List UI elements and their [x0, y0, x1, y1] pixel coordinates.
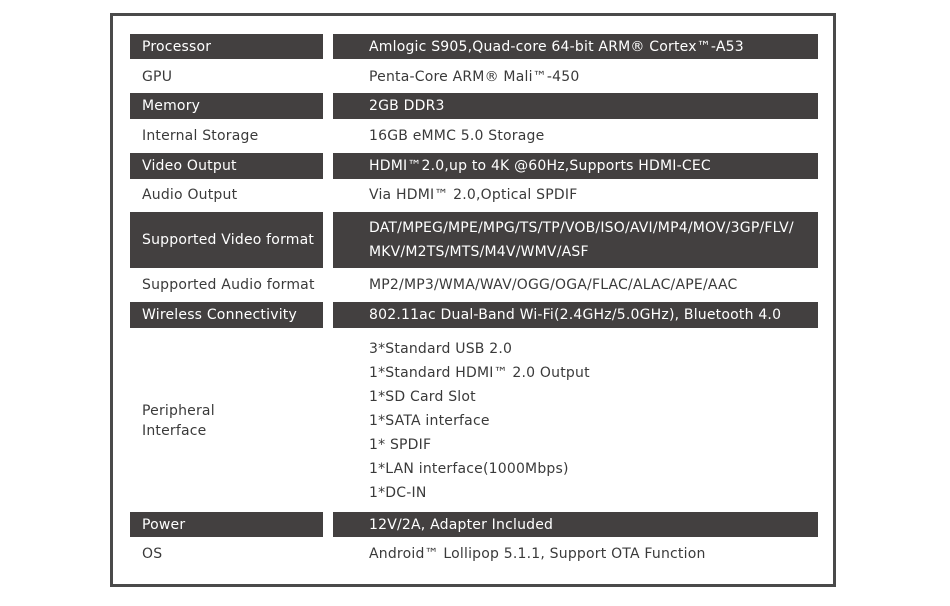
spec-label: Supported Audio format [142, 276, 315, 293]
spec-value: 12V/2A, Adapter Included [333, 512, 818, 537]
spec-row-audio-format [130, 272, 818, 297]
spec-value: MP2/MP3/WMA/WAV/OGG/OGA/FLAC/ALAC/APE/AAC [369, 276, 738, 293]
spec-label: Supported Video format [130, 212, 323, 268]
spec-label: Audio Output [142, 186, 238, 203]
spec-row-memory [130, 93, 818, 119]
spec-value: 802.11ac Dual-Band Wi-Fi(2.4GHz/5.0GHz), Bluetooth 4.0 [333, 302, 818, 328]
spec-row-peripheral [130, 336, 818, 506]
spec-label: OS [142, 545, 163, 562]
spec-value: Amlogic S905,Quad-core 64-bit ARM® Cortex™-A53 [333, 34, 818, 59]
peripheral-item: 3*Standard USB 2.0 [369, 341, 513, 357]
peripheral-item: 1*DC-IN [369, 485, 427, 501]
spec-value: HDMI™2.0,up to 4K @60Hz,Supports HDMI-CEC [333, 153, 818, 179]
spec-value [333, 212, 818, 268]
peripheral-item: 1*Standard HDMI™ 2.0 Output [369, 365, 590, 381]
spec-label: Memory [130, 93, 323, 119]
spec-value: Penta-Core ARM® Mali™-450 [369, 68, 580, 85]
peripheral-item: 1*SD Card Slot [369, 389, 476, 405]
spec-value: Android™ Lollipop 5.1.1, Support OTA Function [369, 545, 706, 562]
spec-value: 2GB DDR3 [333, 93, 818, 119]
spec-label-line: Interface [142, 423, 207, 439]
peripheral-item: 1* SPDIF [369, 437, 432, 453]
spec-row-video-format [130, 212, 818, 268]
spec-value-line: MKV/M2TS/MTS/M4V/WMV/ASF [369, 244, 589, 260]
spec-row-gpu [130, 64, 818, 89]
spec-row-audio-output [130, 182, 818, 207]
spec-value-line: DAT/MPEG/MPE/MPG/TS/TP/VOB/ISO/AVI/MP4/MOV/3GP/FLV/ [369, 220, 794, 236]
spec-value: 16GB eMMC 5.0 Storage [369, 127, 545, 144]
spec-row-power [130, 512, 818, 537]
peripheral-item: 1*LAN interface(1000Mbps) [369, 461, 569, 477]
spec-row-wireless [130, 302, 818, 328]
spec-row-os [130, 541, 818, 566]
spec-label: Wireless Connectivity [130, 302, 323, 328]
spec-row-processor [130, 34, 818, 59]
peripheral-item: 1*SATA interface [369, 413, 490, 429]
spec-label: Video Output [130, 153, 323, 179]
spec-label: Power [130, 512, 323, 537]
spec-value: Via HDMI™ 2.0,Optical SPDIF [369, 186, 578, 203]
spec-label [130, 336, 323, 506]
spec-row-internal-storage [130, 123, 818, 148]
spec-row-video-output [130, 153, 818, 179]
spec-label-line: Peripheral [142, 403, 215, 419]
spec-label: Processor [130, 34, 323, 59]
spec-label: GPU [142, 68, 173, 85]
spec-label: Internal Storage [142, 127, 259, 144]
spec-value [333, 336, 818, 506]
